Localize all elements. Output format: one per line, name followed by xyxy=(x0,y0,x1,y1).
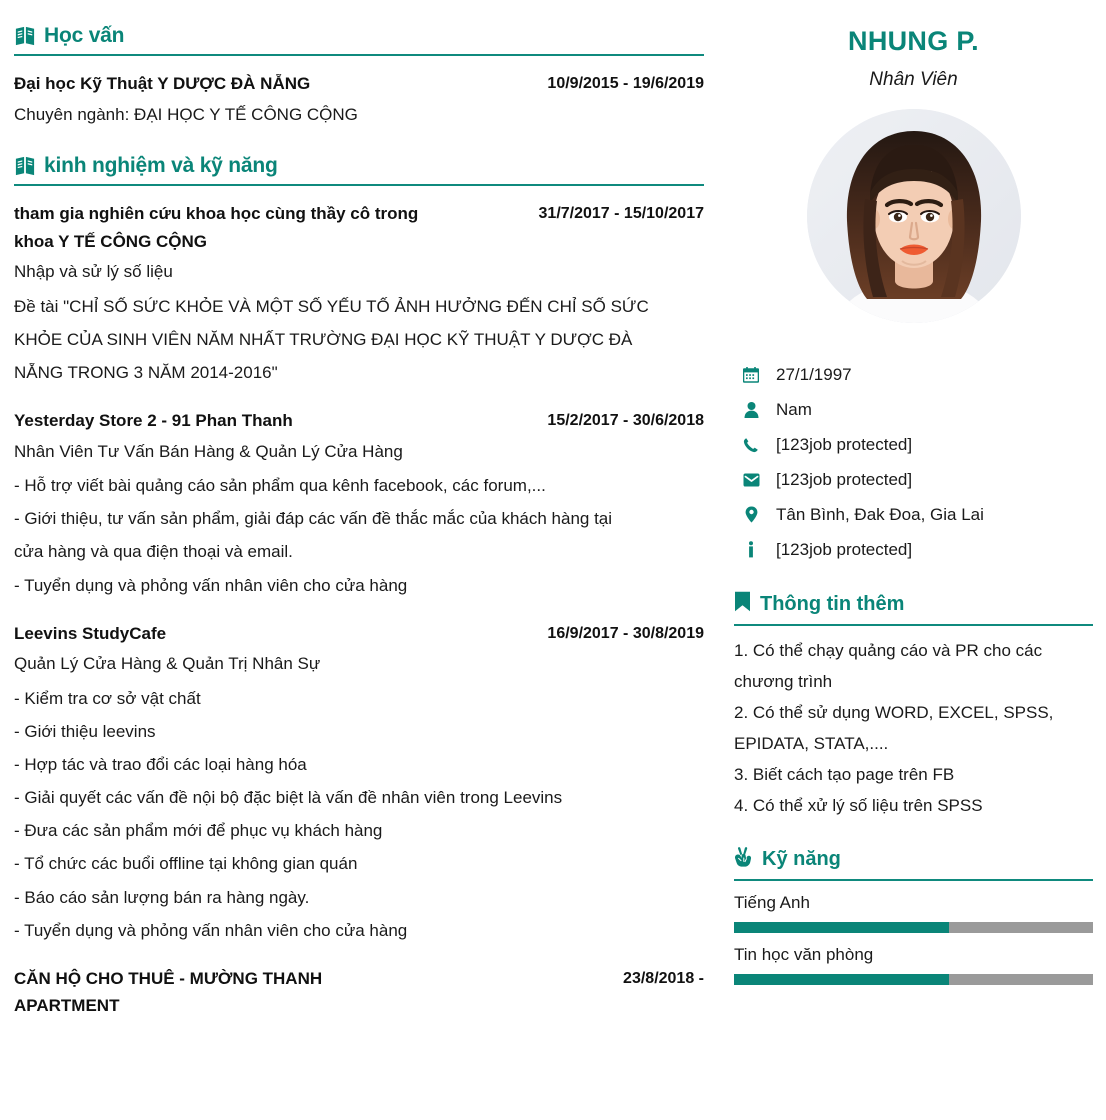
experience-detail-line: - Đưa các sản phẩm mới để phục vụ khách hàng xyxy=(14,821,383,841)
contact-row-address xyxy=(742,497,1093,532)
education-entry xyxy=(14,70,704,128)
contact-row-info xyxy=(742,532,1093,567)
skill-item xyxy=(734,893,1093,933)
experience-title-cont: APARTMENT xyxy=(14,996,120,1016)
calendar-icon xyxy=(742,367,760,383)
skill-progress-fill xyxy=(734,974,949,985)
avatar xyxy=(807,109,1021,323)
skill-progress-fill xyxy=(734,922,949,933)
person-icon xyxy=(742,402,760,418)
experience-date: 15/2/2017 - 30/6/2018 xyxy=(547,412,704,430)
additional-info-line: 2. Có thể sử dụng WORD, EXCEL, SPSS, xyxy=(734,702,1054,722)
skill-progress-track xyxy=(734,922,1093,933)
entry-gap xyxy=(14,953,704,965)
education-section xyxy=(14,24,704,128)
experience-subtitle: Nhân Viên Tư Vấn Bán Hàng & Quản Lý Cửa Hàng xyxy=(14,441,403,461)
portrait-photo xyxy=(807,109,1021,323)
experience-detail-line: - Tuyển dụng và phỏng vấn nhân viên cho cửa hàng xyxy=(14,575,408,595)
experience-date: 31/7/2017 - 15/10/2017 xyxy=(538,205,704,223)
contact-value-info: [123job protected] xyxy=(776,539,913,559)
experience-detail-line: - Tuyển dụng và phỏng vấn nhân viên cho cửa hàng xyxy=(14,920,408,940)
book-icon xyxy=(14,156,36,176)
bookmark-icon xyxy=(734,591,751,618)
contact-value-email: [123job protected] xyxy=(776,469,913,489)
book-icon xyxy=(14,26,36,46)
section-gap xyxy=(14,134,704,154)
phone-icon xyxy=(742,437,760,453)
skills-divider xyxy=(734,879,1093,881)
education-date: 10/9/2015 - 19/6/2019 xyxy=(547,75,704,92)
experience-detail-line: - Tổ chức các buổi offline tại không gian quán xyxy=(14,854,358,874)
victory-hand-icon xyxy=(734,846,753,873)
experience-detail-line: - Báo cáo sản lượng bán ra hàng ngày. xyxy=(14,887,310,907)
experience-detail-line: - Giới thiệu, tư vấn sản phẩm, giải đáp các vấn đề thắc mắc của khách hàng tại xyxy=(14,509,613,529)
experience-title: Yesterday Store 2 - 91 Phan Thanh xyxy=(14,411,293,431)
experience-detail-line: - Giải quyết các vấn đề nội bộ đặc biệt là vấn đề nhân viên trong Leevins xyxy=(14,788,563,808)
experience-title-cont: khoa Y TẾ CÔNG CỘNG xyxy=(14,231,208,251)
experience-divider xyxy=(14,184,704,186)
entry-gap xyxy=(14,608,704,620)
experience-date: 16/9/2017 - 30/8/2019 xyxy=(547,624,704,642)
education-heading-label: Học vấn xyxy=(44,24,125,47)
cv-sidebar xyxy=(720,0,1106,1120)
skill-label: Tiếng Anh xyxy=(734,892,810,912)
contact-value-gender: Nam xyxy=(776,399,812,419)
additional-info-line: 1. Có thể chạy quảng cáo và PR cho các xyxy=(734,641,1043,660)
experience-entry xyxy=(14,620,704,947)
contact-value-address: Tân Bình, Đak Đoa, Gia Lai xyxy=(776,504,984,524)
experience-title: Leevins StudyCafe xyxy=(14,623,167,643)
additional-info-heading-label: Thông tin thêm xyxy=(760,593,905,615)
skill-item xyxy=(734,945,1093,985)
page-title: NHUNG P. xyxy=(848,26,979,56)
education-divider xyxy=(14,54,704,56)
info-icon xyxy=(742,541,760,558)
experience-subtitle: Quản Lý Cửa Hàng & Quản Trị Nhân Sự xyxy=(14,654,321,674)
additional-info-divider xyxy=(734,624,1093,626)
experience-detail-line: - Giới thiệu leevins xyxy=(14,721,156,741)
education-school: Đại học Kỹ Thuật Y DƯỢC ĐÀ NẴNG xyxy=(14,74,311,93)
experience-entry xyxy=(14,200,704,389)
education-major: Chuyên ngành: ĐẠI HỌC Y TẾ CÔNG CỘNG xyxy=(14,104,358,124)
experience-entry xyxy=(14,965,704,1020)
additional-info-line: EPIDATA, STATA,.... xyxy=(734,733,889,753)
contact-value-birthday: 27/1/1997 xyxy=(776,364,852,384)
experience-title: CĂN HỘ CHO THUÊ - MƯỜNG THANH xyxy=(14,968,323,988)
experience-detail-line: NẴNG TRONG 3 NĂM 2014-2016" xyxy=(14,362,278,382)
experience-detail-line: cửa hàng và qua điện thoại và email. xyxy=(14,542,293,562)
skill-progress-track xyxy=(734,974,1093,985)
contact-row-email[interactable] xyxy=(742,462,1093,497)
location-pin-icon xyxy=(742,506,760,523)
job-title: Nhân Viên xyxy=(869,69,958,90)
contact-row-birthday xyxy=(742,357,1093,392)
experience-entry xyxy=(14,407,704,602)
experience-detail-line: - Hỗ trợ viết bài quảng cáo sản phẩm qua kênh facebook, các forum,... xyxy=(14,476,546,496)
experience-heading xyxy=(14,154,704,178)
experience-section xyxy=(14,154,704,1020)
contact-row-gender xyxy=(742,392,1093,427)
envelope-icon xyxy=(742,473,760,487)
education-heading xyxy=(14,24,704,48)
additional-info-heading xyxy=(734,591,1093,618)
experience-detail-line: Đề tài "CHỈ SỐ SỨC KHỎE VÀ MỘT SỐ YẾU TỐ ẢNH HƯỞNG ĐẾN CHỈ SỐ SỨC xyxy=(14,296,649,316)
skills-section xyxy=(734,846,1093,985)
skills-heading-label: Kỹ năng xyxy=(762,847,841,870)
experience-heading-label: kinh nghiệm và kỹ năng xyxy=(44,154,278,178)
additional-info-section xyxy=(734,591,1093,822)
experience-detail-line: - Hợp tác và trao đổi các loại hàng hóa xyxy=(14,755,307,775)
contact-value-phone: [123job protected] xyxy=(776,434,913,454)
contact-row-phone[interactable] xyxy=(742,427,1093,462)
additional-info-line: 3. Biết cách tạo page trên FB xyxy=(734,764,955,784)
skill-label: Tin học văn phòng xyxy=(734,944,874,964)
experience-subtitle: Nhập và sử lý số liệu xyxy=(14,262,173,282)
experience-date: 23/8/2018 - xyxy=(623,969,704,987)
additional-info-line: chương trình xyxy=(734,671,833,691)
skills-heading xyxy=(734,846,1093,873)
contact-list xyxy=(734,357,1093,567)
experience-title: tham gia nghiên cứu khoa học cùng thầy cô trong xyxy=(14,204,419,224)
entry-gap xyxy=(14,395,704,407)
experience-detail-line: KHỎE CỦA SINH VIÊN NĂM NHẤT TRƯỜNG ĐẠI HỌC KỸ THUẬT Y DƯỢC ĐÀ xyxy=(14,329,633,349)
experience-detail-line: - Kiểm tra cơ sở vật chất xyxy=(14,688,201,708)
additional-info-line: 4. Có thể xử lý số liệu trên SPSS xyxy=(734,795,983,815)
